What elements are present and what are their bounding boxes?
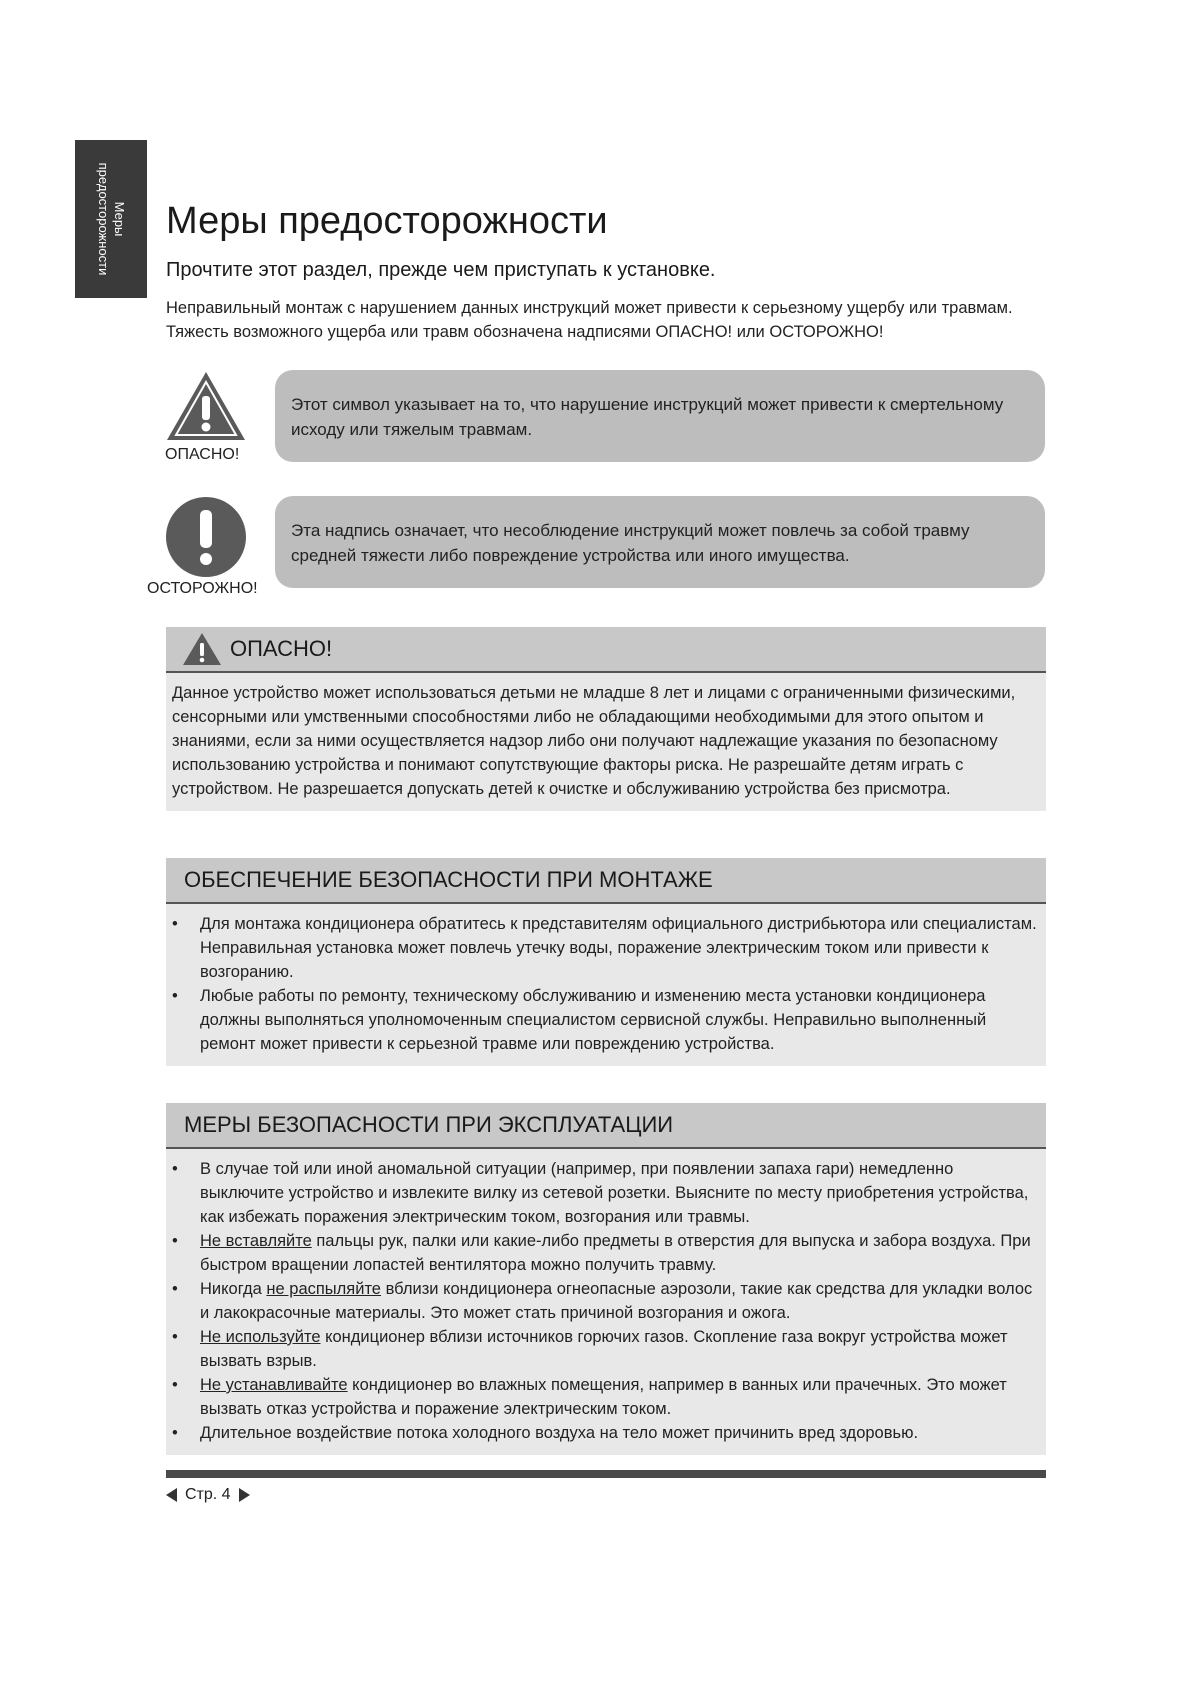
item-text: вблизи кондиционера огнеопасные аэрозоли, такие как средства для укладки волос и лакокрасочные материалы. Это может стать причиной возгорания и ожога. bbox=[200, 1280, 1033, 1322]
page-subtitle: Прочтите этот раздел, прежде чем приступать к установке. bbox=[166, 259, 716, 281]
exclamation-circle-icon bbox=[165, 496, 247, 578]
list-item: • Любые работы по ремонту, техническому обслуживанию и изменению места установки кондиционера должны выполняться уполномоченным специалистом сервисной службы. Неправильно выполненный ремонт может привести к серьезной травме или повреждению устройства. bbox=[172, 984, 1040, 1056]
item-emphasis: Не вставляйте bbox=[200, 1232, 312, 1250]
item-text: пальцы рук, палки или какие-либо предметы в отверстия для выпуска и забора воздуха. При быстром вращении лопастей вентилятора можно получить травму. bbox=[200, 1232, 1031, 1274]
list-item bbox=[172, 1421, 1040, 1445]
install-section-header: ОБЕСПЕЧЕНИЕ БЕЗОПАСНОСТИ ПРИ МОНТАЖЕ bbox=[166, 858, 1046, 904]
intro-text: Неправильный монтаж с нарушением данных инструкций может привести к серьезному ущербу или травмам. Тяжесть возможного ущерба или травм обозначена надписями ОПАСНО! или ОСТОРОЖНО! bbox=[166, 299, 1013, 341]
operation-section-body bbox=[166, 1149, 1046, 1455]
list-item bbox=[172, 1325, 1040, 1373]
list-item bbox=[172, 1277, 1040, 1325]
install-section-body bbox=[166, 904, 1046, 1066]
list-item bbox=[172, 1157, 1040, 1229]
caution-label: ОСТОРОЖНО! bbox=[147, 580, 258, 597]
danger-section-header bbox=[166, 627, 1046, 673]
page-title: Меры предосторожности bbox=[166, 200, 608, 242]
danger-section-title: ОПАСНО! bbox=[230, 636, 333, 661]
footer-divider bbox=[166, 1470, 1046, 1478]
list-item bbox=[172, 1229, 1040, 1277]
page-number: Стр. 4 bbox=[185, 1486, 231, 1503]
list-item: • Для монтажа кондиционера обратитесь к представителям официального дистрибьютора или специалистам. Неправильная установка может повлечь утечку воды, поражение электрическим током или привести к возгоранию. bbox=[172, 912, 1040, 984]
item-text: В случае той или иной аномальной ситуации (например, при появлении запаха гари) немедленно выключите устройство и извлеките вилку из сетевой розетки. Выясните по месту приобретения устройства, как избежать поражения электрическим током, возгорания или травмы. bbox=[200, 1160, 1029, 1226]
danger-label: ОПАСНО! bbox=[165, 446, 240, 463]
item-text: кондиционер вблизи источников горючих газов. Скопление газа вокруг устройства может вызвать взрыв. bbox=[200, 1328, 1008, 1370]
item-text: кондиционер во влажных помещения, например в ванных или прачечных. Это может вызвать отказ устройства и поражение электрическим током. bbox=[200, 1376, 1007, 1418]
side-tab-line1: Меры bbox=[112, 201, 127, 237]
danger-section-text: Данное устройство может использоваться детьми не младше 8 лет и лицами с ограниченными физическими, сенсорными или умственными способностями либо не обладающими необходимыми для этого опытом и знаниями, если за ними осуществляется надзор либо они получают надлежащие указания по безопасному использованию устройства и понимают сопутствующие факторы риска. Не разрешайте детям играть с устройством. Не разрешается допускать детей к очистке и обслуживанию устройства без присмотра. bbox=[172, 684, 1016, 798]
warning-triangle-icon bbox=[182, 632, 222, 666]
pager bbox=[166, 1486, 250, 1504]
install-section bbox=[166, 858, 1046, 1066]
warning-triangle-icon bbox=[165, 370, 247, 442]
item-emphasis: Не устанавливайте bbox=[200, 1376, 348, 1394]
operation-list bbox=[172, 1157, 1040, 1445]
danger-section bbox=[166, 627, 1046, 811]
caution-description: Эта надпись означает, что несоблюдение инструкций может повлечь за собой травму средней тяжести либо повреждение устройства или иного имущества. bbox=[275, 496, 1045, 588]
item-text: Длительное воздействие потока холодного воздуха на тело может причинить вред здоровью. bbox=[200, 1424, 919, 1442]
danger-description: Этот символ указывает на то, что нарушение инструкций может привести к смертельному исходу или тяжелым травмам. bbox=[275, 370, 1045, 462]
next-page-icon[interactable] bbox=[239, 1488, 250, 1502]
item-emphasis: Не используйте bbox=[200, 1328, 321, 1346]
side-tab bbox=[75, 140, 147, 298]
symbol-row-caution bbox=[145, 496, 1045, 597]
side-tab-label bbox=[95, 140, 127, 298]
item-text: Никогда bbox=[200, 1280, 267, 1298]
operation-section bbox=[166, 1103, 1046, 1455]
install-list bbox=[172, 912, 1040, 1056]
symbol-row-danger bbox=[145, 370, 1045, 464]
side-tab-line2: предосторожности bbox=[96, 162, 111, 276]
prev-page-icon[interactable] bbox=[166, 1488, 177, 1502]
item-emphasis: не распыляйте bbox=[266, 1280, 381, 1298]
operation-section-header: МЕРЫ БЕЗОПАСНОСТИ ПРИ ЭКСПЛУАТАЦИИ bbox=[166, 1103, 1046, 1149]
list-item bbox=[172, 1373, 1040, 1421]
